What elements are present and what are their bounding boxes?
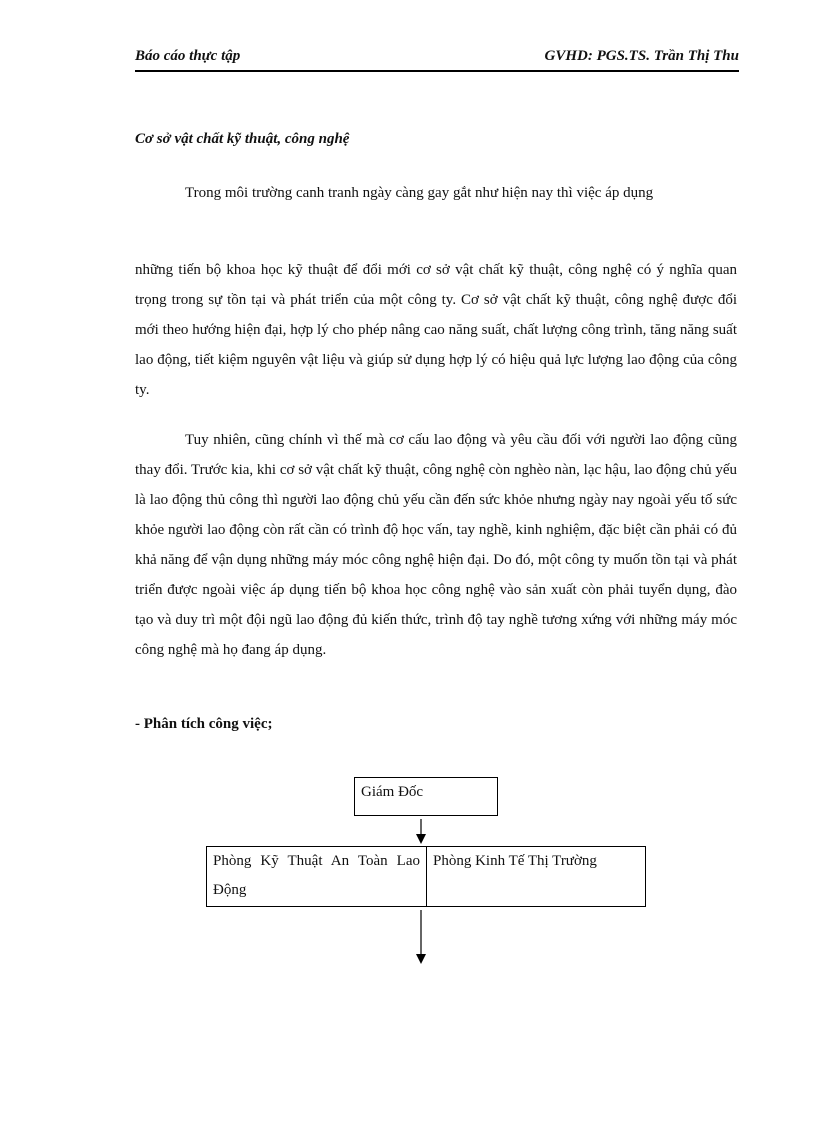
org-box-safety-dept: Phòng Kỹ Thuật An Toàn Lao Động — [207, 847, 427, 906]
org-box-director: Giám Đốc — [354, 777, 498, 816]
paragraph-1: Trong môi trường canh tranh ngày càng gay gắt như hiện nay thì việc áp dụng — [185, 185, 654, 201]
arrow-director-to-depts — [416, 819, 426, 844]
paragraph-2: những tiến bộ khoa học kỹ thuật để đổi mới cơ sở vật chất kỹ thuật, công nghệ có ý nghĩa quan trọng trong sự tồn tại và phát triển của một công ty. Cơ sở vật chất kỹ thuật, công nghệ được đổi mới theo hướng hiện đại, hợp lý cho phép nâng cao năng suất, chất lượng công trình, tăng năng suất lao động, tiết kiệm nguyên vật liệu và giúp sử dụng hợp lý có hiệu quả lực lượng lao động của công ty. — [135, 262, 737, 398]
section-title: Cơ sở vật chất kỹ thuật, công nghệ — [135, 131, 350, 147]
org-box-market-dept: Phòng Kinh Tế Thị Trường — [433, 853, 597, 869]
header-report-title: Báo cáo thực tập — [135, 48, 241, 64]
header-supervisor: GVHD: PGS.TS. Trần Thị Thu — [544, 48, 739, 64]
subheading-job-analysis: - Phân tích công việc; — [135, 716, 273, 732]
arrow-depts-down — [416, 910, 426, 964]
paragraph-3: Tuy nhiên, cũng chính vì thế mà cơ cấu lao động và yêu cầu đối với người lao động cũng thay đổi. Trước kia, khi cơ sở vật chất kỹ thuật, công nghệ còn nghèo nàn, lạc hậu, lao động chủ yếu là lao động thủ công thì người lao động chủ yếu cần đến sức khỏe nhưng ngày nay ngoài yếu tố sức khỏe người lao động còn rất cần có trình độ học vấn, tay nghề, kinh nghiệm, đặc biệt cần phải có đủ khả năng để vận dụng những máy móc công nghệ hiện đại. Do đó, một công ty muốn tồn tại và phát triển được ngoài việc áp dụng tiến bộ khoa học công nghệ vào sản xuất còn phải tuyển dụng, đào tạo và duy trì một đội ngũ lao động đủ kiến thức, trình độ tay nghề tương xứng với những máy móc công nghệ mà họ đang áp dụng. — [135, 432, 737, 658]
